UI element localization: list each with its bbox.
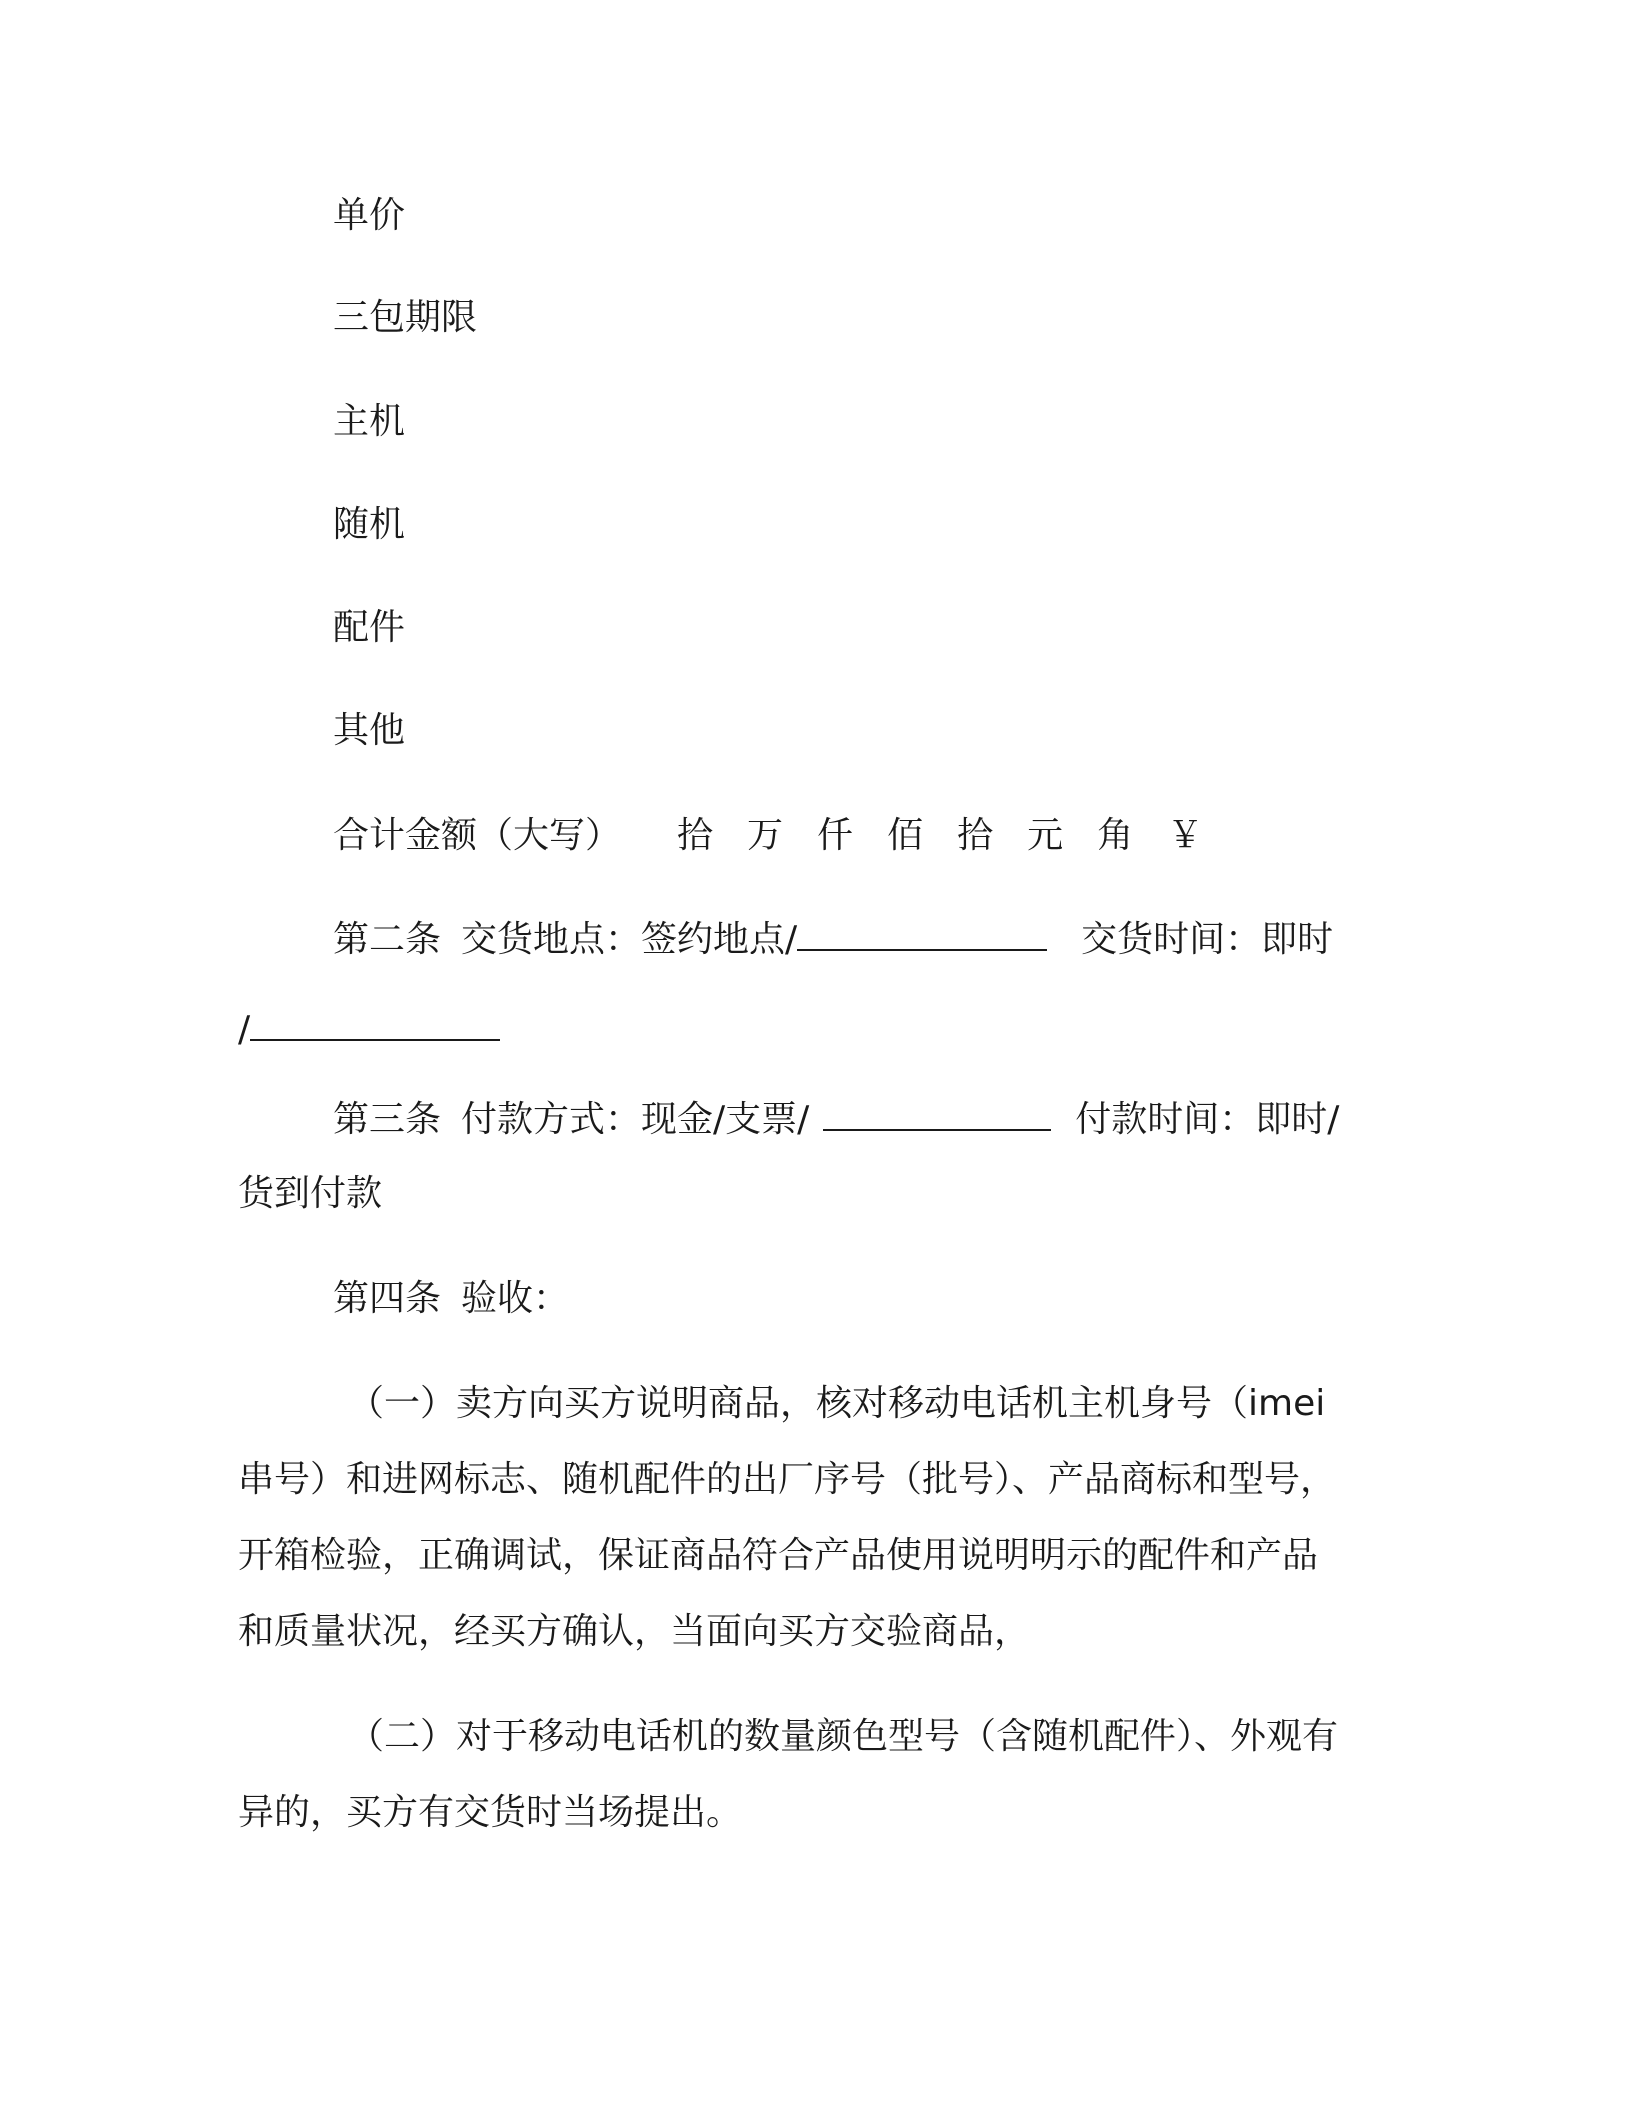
delivery-place-blank[interactable] xyxy=(797,915,1047,951)
clause2-line1: （二）对于移动电话机的数量颜色型号（含随机配件）、外观有 xyxy=(348,1716,1339,1757)
article2-heading: 第二条 xyxy=(333,919,442,960)
amount-unit-qian: 仟 xyxy=(817,815,854,856)
article2-line1 xyxy=(333,915,1333,964)
item-warranty-period: 三包期限 xyxy=(333,297,478,338)
item-accessories-2: 配件 xyxy=(333,607,406,648)
payment-method-label: 付款方式：现金/支票/ xyxy=(461,1099,810,1140)
total-amount-label: 合计金额（大写） xyxy=(333,815,622,856)
item-main-unit: 主机 xyxy=(333,401,406,442)
payment-method-blank[interactable] xyxy=(823,1095,1051,1131)
article3-heading: 第三条 xyxy=(333,1099,442,1140)
amount-unit-jiao: 角 xyxy=(1097,815,1134,856)
clause1-line4: 和质量状况，经买方确认，当面向买方交验商品， xyxy=(238,1611,1031,1652)
amount-unit-yuan: 元 xyxy=(1027,815,1064,856)
delivery-time-label: 交货时间：即时 xyxy=(1081,919,1334,960)
article4-title: 验收： xyxy=(461,1278,570,1319)
amount-unit-shi-1: 拾 xyxy=(677,815,714,856)
payment-time-label: 付款时间：即时/ xyxy=(1075,1099,1340,1140)
amount-unit-shi-2: 拾 xyxy=(957,815,994,856)
amount-unit-wan: 万 xyxy=(747,815,784,856)
article3-line1 xyxy=(333,1095,1339,1144)
clause1-line3: 开箱检验，正确调试，保证商品符合产品使用说明明示的配件和产品 xyxy=(238,1535,1319,1576)
clause1-line1: （一）卖方向买方说明商品，核对移动电话机主机身号（imei xyxy=(348,1383,1326,1424)
delivery-place-label: 交货地点：签约地点/ xyxy=(461,919,798,960)
delivery-time-slash: / xyxy=(238,1009,251,1050)
amount-unit-bai: 佰 xyxy=(887,815,924,856)
amount-unit-yen: ￥ xyxy=(1167,815,1204,856)
article3-line2: 货到付款 xyxy=(238,1173,383,1214)
article2-line2 xyxy=(238,1005,500,1054)
item-other: 其他 xyxy=(333,710,406,751)
total-amount-row xyxy=(333,812,1237,860)
article4-heading: 第四条 xyxy=(333,1278,442,1319)
clause2-line2: 异的，买方有交货时当场提出。 xyxy=(238,1792,743,1833)
article4-heading-line xyxy=(333,1275,569,1323)
delivery-time-blank[interactable] xyxy=(250,1005,500,1041)
item-unit-price: 单价 xyxy=(333,195,406,236)
clause1-line2: 串号）和进网标志、随机配件的出厂序号（批号）、产品商标和型号， xyxy=(238,1459,1337,1500)
item-accessories-1: 随机 xyxy=(333,504,406,545)
